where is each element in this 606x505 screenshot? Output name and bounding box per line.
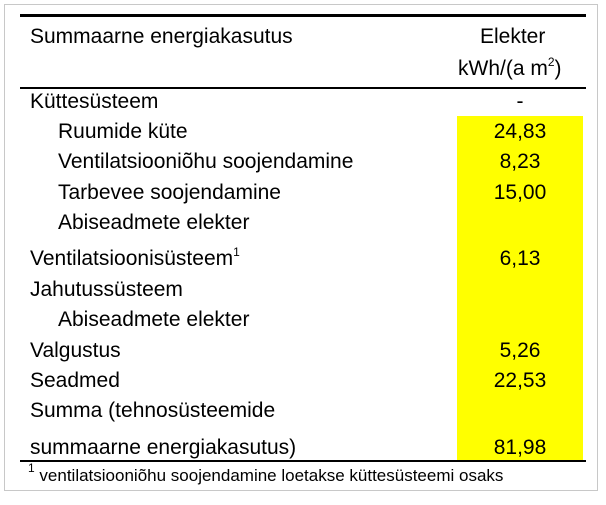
header-label: Summaarne energiakasutus xyxy=(30,25,293,48)
row-value: 81,98 xyxy=(493,436,547,459)
header-column-title: Elekter xyxy=(480,25,546,48)
row-label: Valgustus xyxy=(30,339,121,362)
header-column-unit: kWh/(a $m^2$) xyxy=(458,55,562,80)
row-value: 22,53 xyxy=(493,369,547,392)
row-value: 8,23 xyxy=(499,150,541,173)
row-label: Küttesüsteem xyxy=(30,90,159,113)
row-value: 5,26 xyxy=(499,339,541,362)
row-label: Jahutussüsteem xyxy=(30,278,183,301)
row-label: Summa (tehnosüsteemide xyxy=(30,399,276,422)
row-value: 24,83 xyxy=(493,120,547,143)
table-top-rule xyxy=(20,14,586,17)
table-bottom-rule xyxy=(20,460,586,462)
row-label: summaarne energiakasutus) xyxy=(30,436,297,459)
row-value: - xyxy=(516,90,524,113)
row-label: Tarbevee soojendamine xyxy=(58,181,281,204)
row-label: Ruumide küte xyxy=(58,120,188,143)
row-label: Ventilatsiooniõhu soojendamine xyxy=(58,150,354,173)
table-header-rule xyxy=(20,87,586,89)
row-label: Abiseadmete elekter xyxy=(58,308,250,331)
footnote: $^1$ ventilatsiooniõhu soojendamine loetakse küttesüsteemi osaks xyxy=(28,461,504,485)
row-label: Abiseadmete elekter xyxy=(58,211,250,234)
row-value: 6,13 xyxy=(499,247,541,270)
row-label: Seadmed xyxy=(30,369,120,392)
row-label: Ventilatsioonisüsteem$^1$ xyxy=(30,245,240,270)
row-value: 15,00 xyxy=(493,181,547,204)
